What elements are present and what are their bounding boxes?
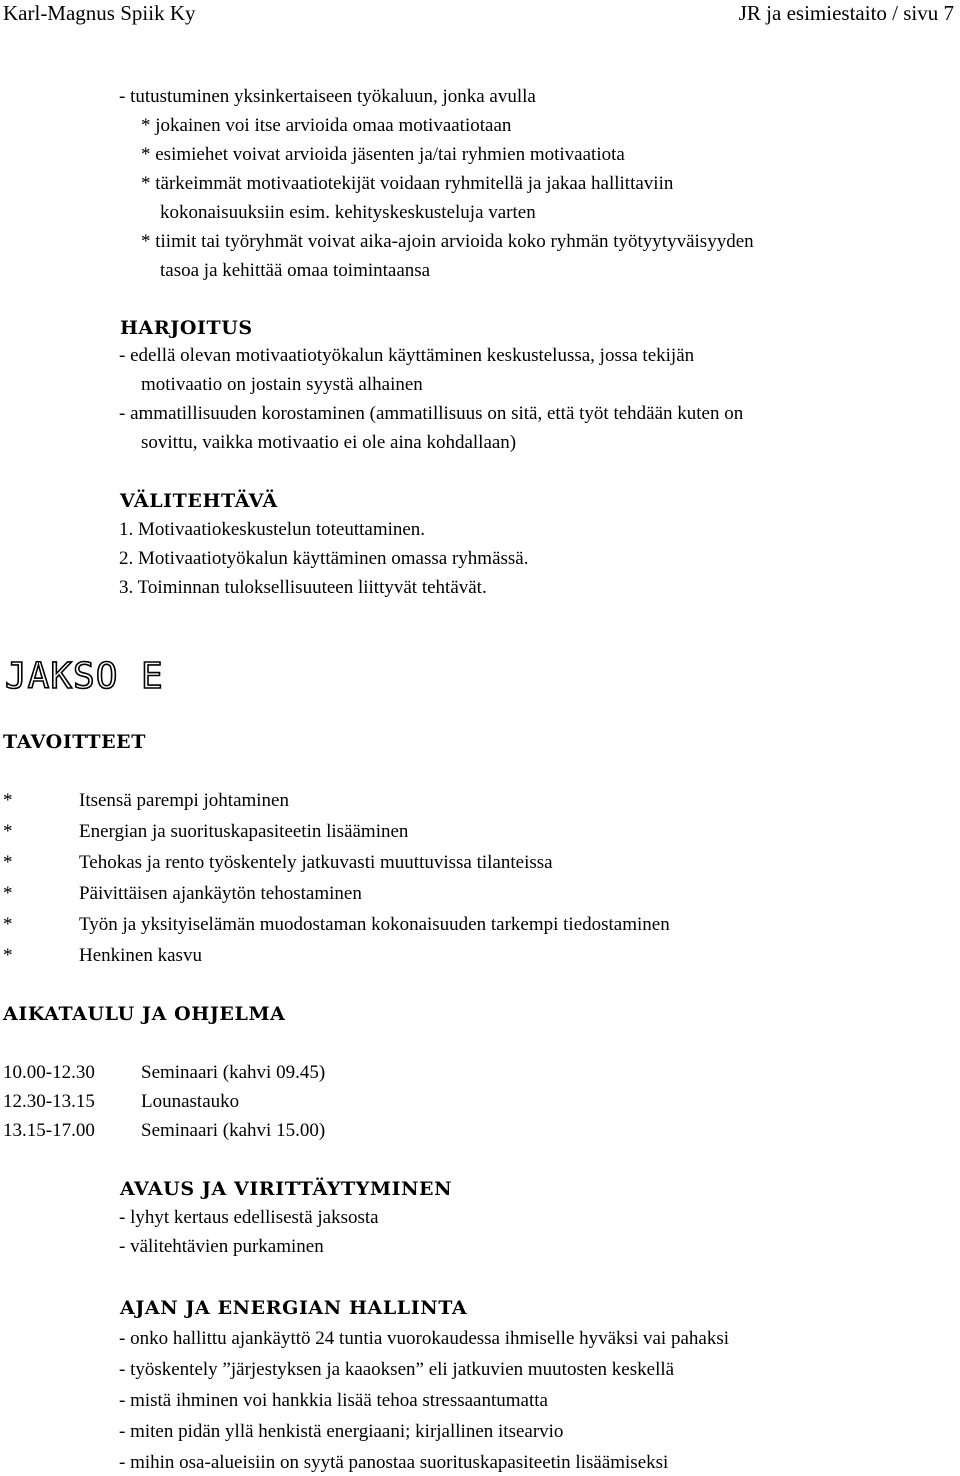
schedule-time: 13.15-17.00 — [3, 1120, 95, 1141]
header-author: Karl-Magnus Spiik Ky — [3, 1, 196, 25]
bullet-marker: * — [3, 852, 13, 873]
intro-line: * tärkeimmät motivaatiotekijät voidaan ryhmitellä ja jakaa hallittaviin — [141, 173, 674, 194]
ajan-line: - mihin osa-alueisiin on syytä panostaa suorituskapasiteetin lisäämiseksi — [119, 1452, 669, 1473]
harjoitus-line: motivaatio on jostain syystä alhainen — [141, 374, 423, 395]
harjoitus-line: - edellä olevan motivaatiotyökalun käyttäminen keskustelussa, jossa tekijän — [119, 345, 695, 366]
harjoitus-line: - ammatillisuuden korostaminen (ammatillisuus on sitä, että työt tehdään kuten on — [119, 403, 744, 424]
bullet-marker: * — [3, 821, 13, 842]
intro-line: - tutustuminen yksinkertaiseen työkaluun, jonka avulla — [119, 86, 536, 107]
bullet-marker: * — [3, 914, 13, 935]
intro-line: tasoa ja kehittää omaa toimintaansa — [160, 260, 431, 281]
tavoite-item: Työn ja yksityiselämän muodostaman kokonaisuuden tarkempi tiedostaminen — [79, 914, 670, 935]
intro-line: kokonaisuuksiin esim. kehityskeskusteluja varten — [160, 202, 536, 223]
harjoitus-line: sovittu, vaikka motivaatio ei ole aina kohdallaan) — [141, 432, 517, 453]
ajan-line: - työskentely ”järjestyksen ja kaaoksen” eli jatkuvien muutosten keskellä — [119, 1359, 675, 1380]
ajan-line: - mistä ihminen voi hankkia lisää tehoa stressaantumatta — [119, 1390, 548, 1411]
schedule-time: 12.30-13.15 — [3, 1091, 95, 1112]
schedule-desc: Lounastauko — [141, 1091, 240, 1112]
valitehtava-item: 1. Motivaatiokeskustelun toteuttaminen. — [119, 519, 426, 540]
ajan-line: - miten pidän yllä henkistä energiaani; kirjallinen itsearvio — [119, 1421, 564, 1442]
section-heading-harjoitus: HARJOITUS — [120, 317, 253, 339]
bullet-marker: * — [3, 883, 13, 904]
tavoite-item: Päivittäisen ajankäytön tehostaminen — [79, 883, 362, 904]
bullet-marker: * — [3, 945, 13, 966]
valitehtava-item: 3. Toiminnan tuloksellisuuteen liittyvät tehtävät. — [119, 577, 487, 598]
tavoite-item: Henkinen kasvu — [79, 945, 202, 966]
avaus-line: - välitehtävien purkaminen — [119, 1236, 324, 1257]
schedule-time: 10.00-12.30 — [3, 1062, 95, 1083]
header-page-info: JR ja esimiestaito / sivu 7 — [738, 1, 954, 25]
section-heading-tavoitteet: TAVOITTEET — [3, 731, 147, 753]
section-heading-valitehtava: VÄLITEHTÄVÄ — [120, 490, 278, 512]
valitehtava-item: 2. Motivaatiotyökalun käyttäminen omassa ryhmässä. — [119, 548, 529, 569]
jakso-title: JAKSO E — [5, 656, 164, 697]
tavoite-item: Itsensä parempi johtaminen — [79, 790, 289, 811]
ajan-line: - onko hallittu ajankäyttö 24 tuntia vuorokaudessa ihmiselle hyväksi vai pahaksi — [119, 1328, 729, 1349]
section-heading-ajan: AJAN JA ENERGIAN HALLINTA — [120, 1297, 468, 1319]
schedule-desc: Seminaari (kahvi 09.45) — [141, 1062, 326, 1083]
intro-line: * tiimit tai työryhmät voivat aika-ajoin arvioida koko ryhmän työtyytyväisyyden — [141, 231, 754, 252]
tavoite-item: Tehokas ja rento työskentely jatkuvasti muuttuvissa tilanteissa — [79, 852, 553, 873]
tavoite-item: Energian ja suorituskapasiteetin lisääminen — [79, 821, 409, 842]
intro-line: * jokainen voi itse arvioida omaa motivaatiotaan — [141, 115, 512, 136]
section-heading-aikataulu: AIKATAULU JA OHJELMA — [3, 1003, 286, 1025]
bullet-marker: * — [3, 790, 13, 811]
intro-line: * esimiehet voivat arvioida jäsenten ja/tai ryhmien motivaatiota — [141, 144, 625, 165]
avaus-line: - lyhyt kertaus edellisestä jaksosta — [119, 1207, 379, 1228]
schedule-desc: Seminaari (kahvi 15.00) — [141, 1120, 326, 1141]
section-heading-avaus: AVAUS JA VIRITTÄYTYMINEN — [120, 1178, 453, 1200]
